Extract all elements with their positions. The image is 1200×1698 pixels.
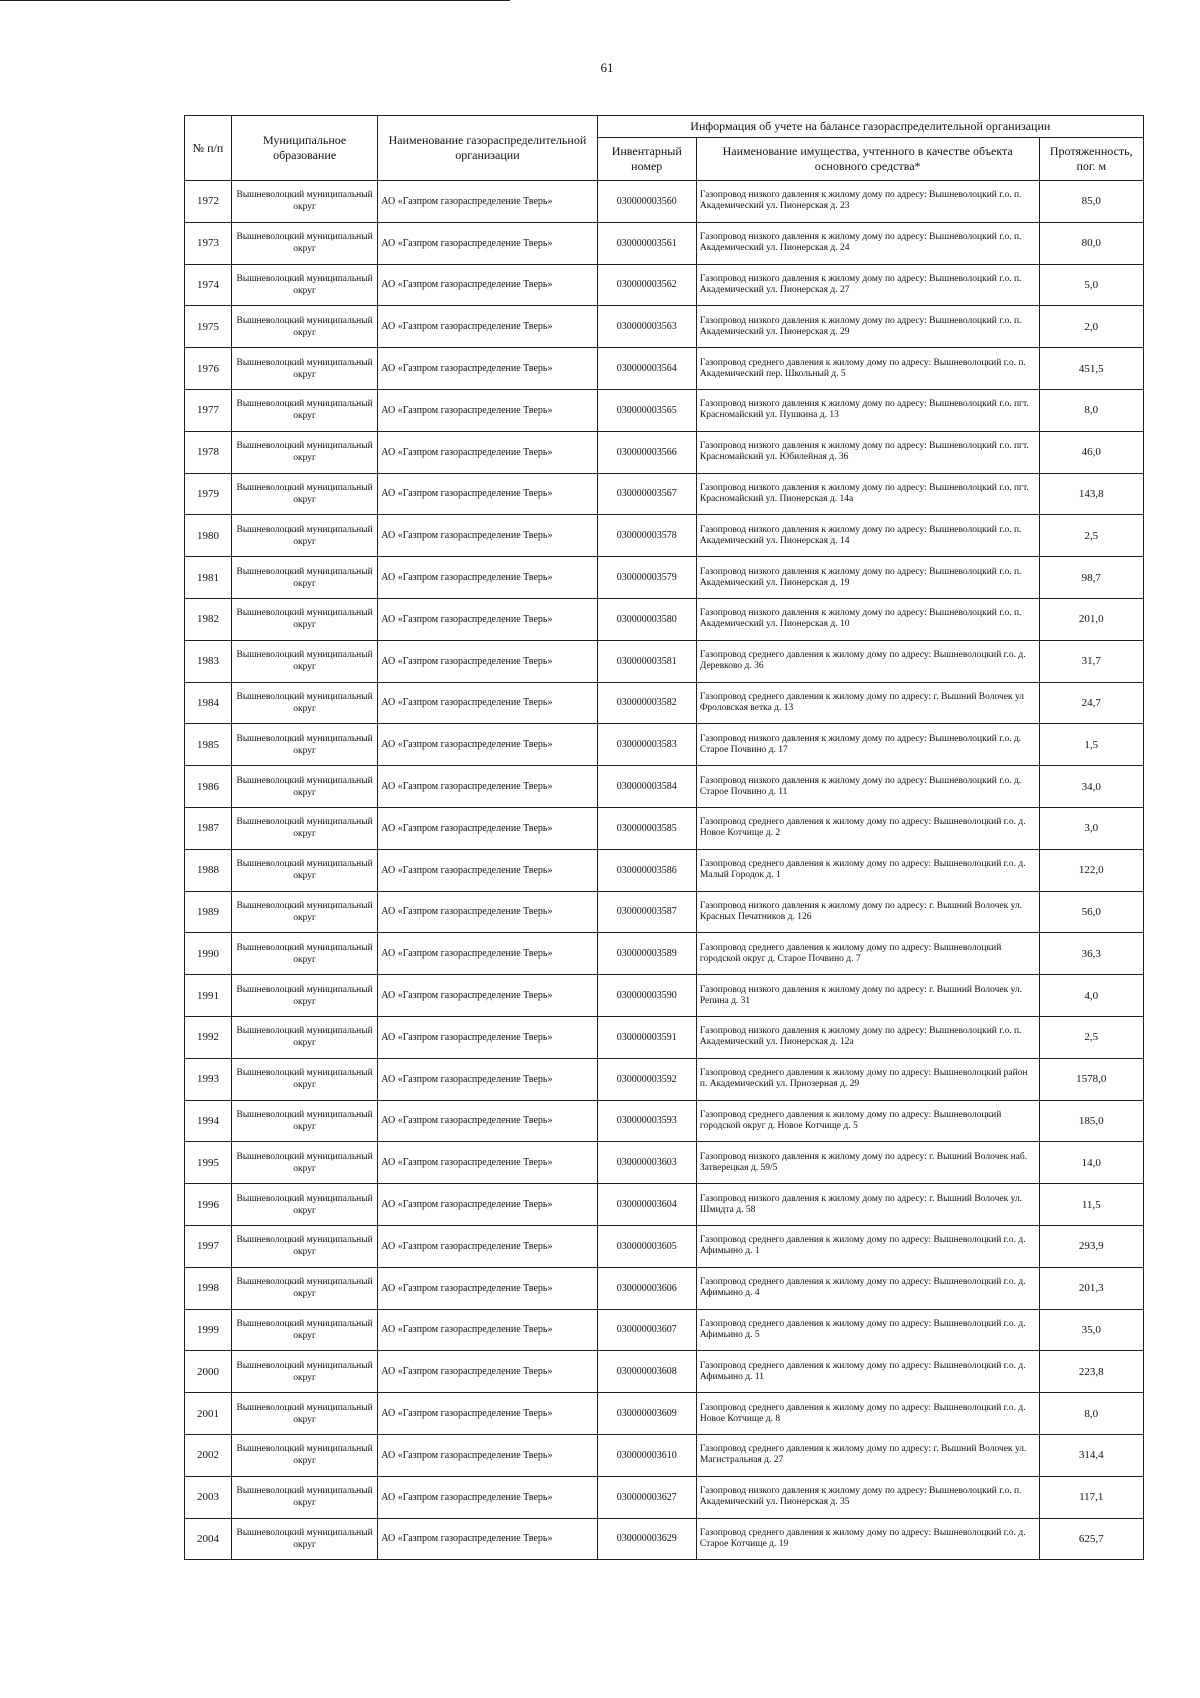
- table-row: [185, 222, 1144, 264]
- inventory-number-cell: 030000003593: [597, 1100, 696, 1142]
- municipality-cell: Вышневолоцкий муниципальный округ: [232, 1016, 378, 1058]
- organization-cell: АО «Газпром газораспределение Тверь»: [378, 891, 597, 933]
- length-cell: 31,7: [1039, 640, 1144, 682]
- length-cell: 117,1: [1039, 1476, 1144, 1518]
- row-number-cell: 1973: [185, 222, 232, 264]
- organization-cell: АО «Газпром газораспределение Тверь»: [378, 431, 597, 473]
- row-number-cell: 1992: [185, 1016, 232, 1058]
- inventory-number-cell: 030000003590: [597, 975, 696, 1017]
- asset-name-cell: Газопровод низкого давления к жилому дому по адресу: Вышневолоцкий г.о. пгт. Красномайский ул. Пушкина д. 13: [696, 389, 1039, 431]
- row-number-cell: 1974: [185, 264, 232, 306]
- length-cell: 185,0: [1039, 1100, 1144, 1142]
- municipality-cell: Вышневолоцкий муниципальный округ: [232, 348, 378, 390]
- organization-cell: АО «Газпром газораспределение Тверь»: [378, 1225, 597, 1267]
- organization-cell: АО «Газпром газораспределение Тверь»: [378, 557, 597, 599]
- row-number-cell: 2003: [185, 1476, 232, 1518]
- row-number-cell: 1972: [185, 181, 232, 223]
- asset-name-cell: Газопровод среднего давления к жилому дому по адресу: Вышневолоцкий район п. Академический ул. Приозерная д. 29: [696, 1058, 1039, 1100]
- header-municipality: Муниципальное образование: [232, 116, 378, 181]
- asset-name-cell: Газопровод низкого давления к жилому дому по адресу: Вышневолоцкий г.о. п. Академический ул. Пионерская д. 24: [696, 222, 1039, 264]
- table-row: [185, 557, 1144, 599]
- organization-cell: АО «Газпром газораспределение Тверь»: [378, 348, 597, 390]
- municipality-cell: Вышневолоцкий муниципальный округ: [232, 1476, 378, 1518]
- asset-name-cell: Газопровод низкого давления к жилому дому по адресу: Вышневолоцкий г.о. п. Академический ул. Пионерская д. 27: [696, 264, 1039, 306]
- asset-name-cell: Газопровод среднего давления к жилому дому по адресу: Вышневолоцкий г.о. д. Афимьино д. 11: [696, 1351, 1039, 1393]
- table-header: [185, 116, 1144, 181]
- asset-name-cell: Газопровод низкого давления к жилому дому по адресу: Вышневолоцкий г.о. пгт. Красномайский ул. Пионерская д. 14а: [696, 473, 1039, 515]
- row-number-cell: 1995: [185, 1142, 232, 1184]
- length-cell: 122,0: [1039, 849, 1144, 891]
- asset-name-cell: Газопровод низкого давления к жилому дому по адресу: Вышневолоцкий г.о. д. Старое Почвино д. 11: [696, 766, 1039, 808]
- asset-name-cell: Газопровод низкого давления к жилому дому по адресу: Вышневолоцкий г.о. п. Академический ул. Пионерская д. 35: [696, 1476, 1039, 1518]
- row-number-cell: 1989: [185, 891, 232, 933]
- organization-cell: АО «Газпром газораспределение Тверь»: [378, 1016, 597, 1058]
- asset-name-cell: Газопровод низкого давления к жилому дому по адресу: г. Вышний Волочек наб. Затверецкая д. 59/5: [696, 1142, 1039, 1184]
- table-row: [185, 891, 1144, 933]
- asset-name-cell: Газопровод низкого давления к жилому дому по адресу: Вышневолоцкий г.о. п. Академический ул. Пионерская д. 10: [696, 598, 1039, 640]
- municipality-cell: Вышневолоцкий муниципальный округ: [232, 1434, 378, 1476]
- organization-cell: АО «Газпром газораспределение Тверь»: [378, 933, 597, 975]
- asset-name-cell: Газопровод низкого давления к жилому дому по адресу: Вышневолоцкий г.о. пгт. Красномайский ул. Юбилейная д. 36: [696, 431, 1039, 473]
- table-row: [185, 1393, 1144, 1435]
- asset-name-cell: Газопровод среднего давления к жилому дому по адресу: г. Вышний Волочек ул. Магистральная д. 27: [696, 1434, 1039, 1476]
- inventory-number-cell: 030000003562: [597, 264, 696, 306]
- length-cell: 24,7: [1039, 682, 1144, 724]
- row-number-cell: 1996: [185, 1184, 232, 1226]
- asset-name-cell: Газопровод низкого давления к жилому дому по адресу: Вышневолоцкий г.о. п. Академический ул. Пионерская д. 14: [696, 515, 1039, 557]
- table-row: [185, 1225, 1144, 1267]
- inventory-number-cell: 030000003586: [597, 849, 696, 891]
- row-number-cell: 1983: [185, 640, 232, 682]
- inventory-number-cell: 030000003606: [597, 1267, 696, 1309]
- organization-cell: АО «Газпром газораспределение Тверь»: [378, 473, 597, 515]
- table-row: [185, 933, 1144, 975]
- length-cell: 8,0: [1039, 1393, 1144, 1435]
- municipality-cell: Вышневолоцкий муниципальный округ: [232, 975, 378, 1017]
- length-cell: 5,0: [1039, 264, 1144, 306]
- length-cell: 36,3: [1039, 933, 1144, 975]
- inventory-number-cell: 030000003607: [597, 1309, 696, 1351]
- row-number-cell: 1975: [185, 306, 232, 348]
- inventory-number-cell: 030000003608: [597, 1351, 696, 1393]
- organization-cell: АО «Газпром газораспределение Тверь»: [378, 1434, 597, 1476]
- inventory-number-cell: 030000003604: [597, 1184, 696, 1226]
- asset-name-cell: Газопровод среднего давления к жилому дому по адресу: г. Вышний Волочек ул Фроловская ветка д. 13: [696, 682, 1039, 724]
- table-row: [185, 1058, 1144, 1100]
- table-row: [185, 348, 1144, 390]
- length-cell: 11,5: [1039, 1184, 1144, 1226]
- municipality-cell: Вышневолоцкий муниципальный округ: [232, 473, 378, 515]
- length-cell: 8,0: [1039, 389, 1144, 431]
- row-number-cell: 1979: [185, 473, 232, 515]
- organization-cell: АО «Газпром газораспределение Тверь»: [378, 306, 597, 348]
- municipality-cell: Вышневолоцкий муниципальный округ: [232, 724, 378, 766]
- row-number-cell: 1993: [185, 1058, 232, 1100]
- table-row: [185, 1016, 1144, 1058]
- header-num: № п/п: [185, 116, 232, 181]
- organization-cell: АО «Газпром газораспределение Тверь»: [378, 1184, 597, 1226]
- length-cell: 201,3: [1039, 1267, 1144, 1309]
- table-row: [185, 766, 1144, 808]
- length-cell: 2,5: [1039, 515, 1144, 557]
- asset-name-cell: Газопровод среднего давления к жилому дому по адресу: Вышневолоцкий г.о. д. Афимьино д. 4: [696, 1267, 1039, 1309]
- municipality-cell: Вышневолоцкий муниципальный округ: [232, 1351, 378, 1393]
- table-body: [185, 181, 1144, 1560]
- length-cell: 80,0: [1039, 222, 1144, 264]
- municipality-cell: Вышневолоцкий муниципальный округ: [232, 1225, 378, 1267]
- inventory-number-cell: 030000003603: [597, 1142, 696, 1184]
- table-row: [185, 1518, 1144, 1560]
- municipality-cell: Вышневолоцкий муниципальный округ: [232, 766, 378, 808]
- municipality-cell: Вышневолоцкий муниципальный округ: [232, 557, 378, 599]
- table-row: [185, 807, 1144, 849]
- length-cell: 2,5: [1039, 1016, 1144, 1058]
- length-cell: 3,0: [1039, 807, 1144, 849]
- inventory-number-cell: 030000003567: [597, 473, 696, 515]
- length-cell: 223,8: [1039, 1351, 1144, 1393]
- municipality-cell: Вышневолоцкий муниципальный округ: [232, 181, 378, 223]
- row-number-cell: 1985: [185, 724, 232, 766]
- table-row: [185, 849, 1144, 891]
- header-asset-name: Наименование имущества, учтенного в качестве объекта основного средства*: [696, 138, 1039, 181]
- row-number-cell: 2001: [185, 1393, 232, 1435]
- length-cell: 46,0: [1039, 431, 1144, 473]
- municipality-cell: Вышневолоцкий муниципальный округ: [232, 1267, 378, 1309]
- inventory-number-cell: 030000003584: [597, 766, 696, 808]
- municipality-cell: Вышневолоцкий муниципальный округ: [232, 264, 378, 306]
- inventory-number-cell: 030000003591: [597, 1016, 696, 1058]
- asset-name-cell: Газопровод низкого давления к жилому дому по адресу: г. Вышний Волочек ул. Репина д. 31: [696, 975, 1039, 1017]
- municipality-cell: Вышневолоцкий муниципальный округ: [232, 1142, 378, 1184]
- table-row: [185, 598, 1144, 640]
- municipality-cell: Вышневолоцкий муниципальный округ: [232, 640, 378, 682]
- row-number-cell: 1988: [185, 849, 232, 891]
- table-row: [185, 473, 1144, 515]
- organization-cell: АО «Газпром газораспределение Тверь»: [378, 807, 597, 849]
- table-row: [185, 640, 1144, 682]
- municipality-cell: Вышневолоцкий муниципальный округ: [232, 1309, 378, 1351]
- organization-cell: АО «Газпром газораспределение Тверь»: [378, 682, 597, 724]
- organization-cell: АО «Газпром газораспределение Тверь»: [378, 975, 597, 1017]
- municipality-cell: Вышневолоцкий муниципальный округ: [232, 1100, 378, 1142]
- row-number-cell: 2004: [185, 1518, 232, 1560]
- length-cell: 4,0: [1039, 975, 1144, 1017]
- row-number-cell: 1976: [185, 348, 232, 390]
- inventory-number-cell: 030000003583: [597, 724, 696, 766]
- row-number-cell: 2000: [185, 1351, 232, 1393]
- municipality-cell: Вышневолоцкий муниципальный округ: [232, 389, 378, 431]
- length-cell: 85,0: [1039, 181, 1144, 223]
- inventory-number-cell: 030000003609: [597, 1393, 696, 1435]
- municipality-cell: Вышневолоцкий муниципальный округ: [232, 431, 378, 473]
- header-organization: Наименование газораспределительной организации: [378, 116, 597, 181]
- organization-cell: АО «Газпром газораспределение Тверь»: [378, 1393, 597, 1435]
- asset-name-cell: Газопровод среднего давления к жилому дому по адресу: Вышневолоцкий г.о. п. Академический пер. Школьный д. 5: [696, 348, 1039, 390]
- length-cell: 98,7: [1039, 557, 1144, 599]
- inventory-number-cell: 030000003610: [597, 1434, 696, 1476]
- length-cell: 1,5: [1039, 724, 1144, 766]
- table-row: [185, 181, 1144, 223]
- row-number-cell: 1977: [185, 389, 232, 431]
- table-row: [185, 975, 1144, 1017]
- municipality-cell: Вышневолоцкий муниципальный округ: [232, 849, 378, 891]
- inventory-number-cell: 030000003605: [597, 1225, 696, 1267]
- organization-cell: АО «Газпром газораспределение Тверь»: [378, 181, 597, 223]
- row-number-cell: 1998: [185, 1267, 232, 1309]
- organization-cell: АО «Газпром газораспределение Тверь»: [378, 1058, 597, 1100]
- length-cell: 56,0: [1039, 891, 1144, 933]
- asset-name-cell: Газопровод среднего давления к жилому дому по адресу: Вышневолоцкий г.о. д. Деревково д. 36: [696, 640, 1039, 682]
- organization-cell: АО «Газпром газораспределение Тверь»: [378, 640, 597, 682]
- table-row: [185, 1434, 1144, 1476]
- table-row: [185, 1100, 1144, 1142]
- asset-name-cell: Газопровод среднего давления к жилому дому по адресу: Вышневолоцкий г.о. д. Старое Котчище д. 19: [696, 1518, 1039, 1560]
- inventory-number-cell: 030000003580: [597, 598, 696, 640]
- organization-cell: АО «Газпром газораспределение Тверь»: [378, 1476, 597, 1518]
- organization-cell: АО «Газпром газораспределение Тверь»: [378, 724, 597, 766]
- row-number-cell: 1986: [185, 766, 232, 808]
- inventory-number-cell: 030000003565: [597, 389, 696, 431]
- table-row: [185, 1267, 1144, 1309]
- municipality-cell: Вышневолоцкий муниципальный округ: [232, 1058, 378, 1100]
- table-row: [185, 724, 1144, 766]
- row-number-cell: 1990: [185, 933, 232, 975]
- length-cell: 451,5: [1039, 348, 1144, 390]
- header-balance-info: Информация об учете на балансе газораспределительной организации: [597, 116, 1143, 138]
- length-cell: 14,0: [1039, 1142, 1144, 1184]
- inventory-number-cell: 030000003578: [597, 515, 696, 557]
- table-row: [185, 1476, 1144, 1518]
- row-number-cell: 1981: [185, 557, 232, 599]
- inventory-number-cell: 030000003592: [597, 1058, 696, 1100]
- asset-name-cell: Газопровод среднего давления к жилому дому по адресу: Вышневолоцкий г.о. д. Новое Котчище д. 8: [696, 1393, 1039, 1435]
- inventory-number-cell: 030000003563: [597, 306, 696, 348]
- municipality-cell: Вышневолоцкий муниципальный округ: [232, 598, 378, 640]
- municipality-cell: Вышневолоцкий муниципальный округ: [232, 515, 378, 557]
- organization-cell: АО «Газпром газораспределение Тверь»: [378, 1267, 597, 1309]
- municipality-cell: Вышневолоцкий муниципальный округ: [232, 1184, 378, 1226]
- table-row: [185, 389, 1144, 431]
- gas-pipeline-registry-table: [184, 115, 1144, 1560]
- row-number-cell: 1991: [185, 975, 232, 1017]
- municipality-cell: Вышневолоцкий муниципальный округ: [232, 1518, 378, 1560]
- inventory-number-cell: 030000003581: [597, 640, 696, 682]
- inventory-number-cell: 030000003560: [597, 181, 696, 223]
- municipality-cell: Вышневолоцкий муниципальный округ: [232, 807, 378, 849]
- asset-name-cell: Газопровод низкого давления к жилому дому по адресу: Вышневолоцкий г.о. п. Академический ул. Пионерская д. 19: [696, 557, 1039, 599]
- length-cell: 1578,0: [1039, 1058, 1144, 1100]
- inventory-number-cell: 030000003585: [597, 807, 696, 849]
- row-number-cell: 1980: [185, 515, 232, 557]
- length-cell: 34,0: [1039, 766, 1144, 808]
- inventory-number-cell: 030000003564: [597, 348, 696, 390]
- asset-name-cell: Газопровод низкого давления к жилому дому по адресу: Вышневолоцкий г.о. д. Старое Почвино д. 17: [696, 724, 1039, 766]
- asset-name-cell: Газопровод низкого давления к жилому дому по адресу: г. Вышний Волочек ул. Шмидта д. 58: [696, 1184, 1039, 1226]
- organization-cell: АО «Газпром газораспределение Тверь»: [378, 598, 597, 640]
- organization-cell: АО «Газпром газораспределение Тверь»: [378, 389, 597, 431]
- municipality-cell: Вышневолоцкий муниципальный округ: [232, 933, 378, 975]
- length-cell: 314,4: [1039, 1434, 1144, 1476]
- asset-name-cell: Газопровод низкого давления к жилому дому по адресу: Вышневолоцкий г.о. п. Академический ул. Пионерская д. 12а: [696, 1016, 1039, 1058]
- inventory-number-cell: 030000003587: [597, 891, 696, 933]
- asset-name-cell: Газопровод среднего давления к жилому дому по адресу: Вышневолоцкий г.о. д. Новое Котчище д. 2: [696, 807, 1039, 849]
- municipality-cell: Вышневолоцкий муниципальный округ: [232, 682, 378, 724]
- inventory-number-cell: 030000003561: [597, 222, 696, 264]
- row-number-cell: 2002: [185, 1434, 232, 1476]
- asset-name-cell: Газопровод среднего давления к жилому дому по адресу: Вышневолоцкий г.о. д. Афимьино д. 1: [696, 1225, 1039, 1267]
- inventory-number-cell: 030000003582: [597, 682, 696, 724]
- page-number: 61: [600, 60, 614, 75]
- inventory-number-cell: 030000003566: [597, 431, 696, 473]
- organization-cell: АО «Газпром газораспределение Тверь»: [378, 1518, 597, 1560]
- length-cell: 143,8: [1039, 473, 1144, 515]
- table-row: [185, 264, 1144, 306]
- table-row: [185, 306, 1144, 348]
- row-number-cell: 1984: [185, 682, 232, 724]
- top-edge-rule: [0, 0, 510, 1]
- organization-cell: АО «Газпром газораспределение Тверь»: [378, 1100, 597, 1142]
- row-number-cell: 1978: [185, 431, 232, 473]
- asset-name-cell: Газопровод низкого давления к жилому дому по адресу: Вышневолоцкий г.о. п. Академический ул. Пионерская д. 23: [696, 181, 1039, 223]
- municipality-cell: Вышневолоцкий муниципальный округ: [232, 222, 378, 264]
- table-row: [185, 1184, 1144, 1226]
- length-cell: 201,0: [1039, 598, 1144, 640]
- organization-cell: АО «Газпром газораспределение Тверь»: [378, 515, 597, 557]
- municipality-cell: Вышневолоцкий муниципальный округ: [232, 1393, 378, 1435]
- organization-cell: АО «Газпром газораспределение Тверь»: [378, 222, 597, 264]
- inventory-number-cell: 030000003629: [597, 1518, 696, 1560]
- municipality-cell: Вышневолоцкий муниципальный округ: [232, 891, 378, 933]
- header-inventory: Инвентарный номер: [597, 138, 696, 181]
- inventory-number-cell: 030000003589: [597, 933, 696, 975]
- length-cell: 625,7: [1039, 1518, 1144, 1560]
- asset-name-cell: Газопровод низкого давления к жилому дому по адресу: Вышневолоцкий г.о. п. Академический ул. Пионерская д. 29: [696, 306, 1039, 348]
- organization-cell: АО «Газпром газораспределение Тверь»: [378, 264, 597, 306]
- organization-cell: АО «Газпром газораспределение Тверь»: [378, 766, 597, 808]
- length-cell: 35,0: [1039, 1309, 1144, 1351]
- organization-cell: АО «Газпром газораспределение Тверь»: [378, 1309, 597, 1351]
- row-number-cell: 1982: [185, 598, 232, 640]
- length-cell: 293,9: [1039, 1225, 1144, 1267]
- row-number-cell: 1987: [185, 807, 232, 849]
- table-row: [185, 1351, 1144, 1393]
- organization-cell: АО «Газпром газораспределение Тверь»: [378, 849, 597, 891]
- asset-name-cell: Газопровод низкого давления к жилому дому по адресу: г. Вышний Волочек ул. Красных Печатников д. 126: [696, 891, 1039, 933]
- length-cell: 2,0: [1039, 306, 1144, 348]
- row-number-cell: 1994: [185, 1100, 232, 1142]
- table-row: [185, 431, 1144, 473]
- table-row: [185, 1142, 1144, 1184]
- asset-name-cell: Газопровод среднего давления к жилому дому по адресу: Вышневолоцкий городской округ д. Старое Почвино д. 7: [696, 933, 1039, 975]
- inventory-number-cell: 030000003579: [597, 557, 696, 599]
- asset-name-cell: Газопровод среднего давления к жилому дому по адресу: Вышневолоцкий г.о. д. Афимьино д. 5: [696, 1309, 1039, 1351]
- asset-name-cell: Газопровод среднего давления к жилому дому по адресу: Вышневолоцкий г.о. д. Малый Городок д. 1: [696, 849, 1039, 891]
- table-row: [185, 1309, 1144, 1351]
- row-number-cell: 1997: [185, 1225, 232, 1267]
- organization-cell: АО «Газпром газораспределение Тверь»: [378, 1351, 597, 1393]
- organization-cell: АО «Газпром газораспределение Тверь»: [378, 1142, 597, 1184]
- table-row: [185, 515, 1144, 557]
- asset-name-cell: Газопровод среднего давления к жилому дому по адресу: Вышневолоцкий городской округ д. Новое Котчище д. 5: [696, 1100, 1039, 1142]
- table-row: [185, 682, 1144, 724]
- row-number-cell: 1999: [185, 1309, 232, 1351]
- inventory-number-cell: 030000003627: [597, 1476, 696, 1518]
- header-length: Протяженность, пог. м: [1039, 138, 1144, 181]
- municipality-cell: Вышневолоцкий муниципальный округ: [232, 306, 378, 348]
